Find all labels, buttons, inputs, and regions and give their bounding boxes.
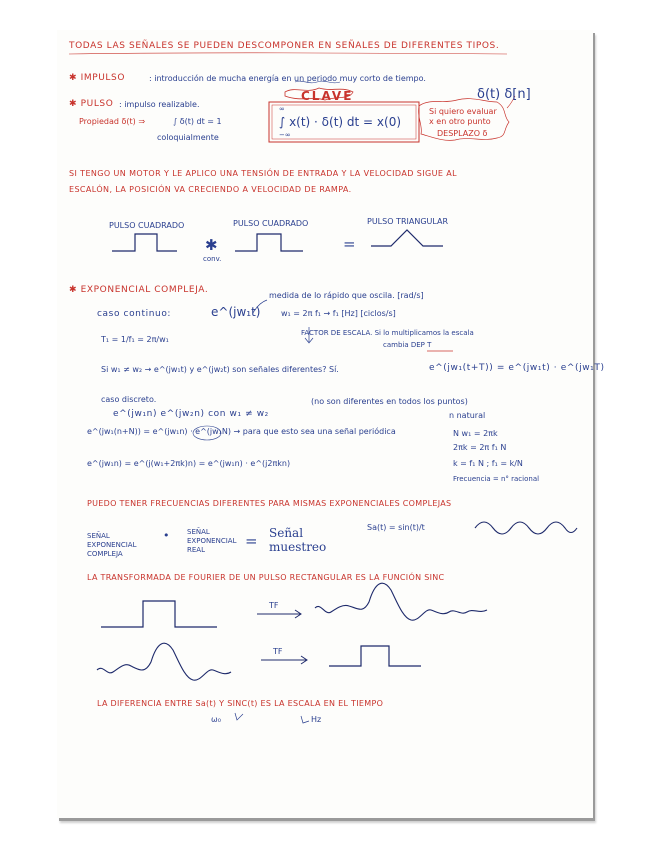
caso-continuo: caso continuo:: [97, 309, 172, 319]
sa-equation: Sa(t) = sin(t)/t: [367, 523, 425, 532]
senal-compleja: SEÑAL EXPONENCIAL COMPLEJA: [87, 532, 137, 559]
propiedad-note: coloquialmente: [157, 133, 219, 142]
conv-label: conv.: [203, 255, 222, 263]
senal-muestreo: Señal muestreo: [269, 526, 327, 555]
motor-line-2: ESCALÓN, LA POSICIÓN VA CRECIENDO A VELOCIDAD DE RAMPA.: [69, 185, 352, 194]
sinc-curve: [315, 583, 487, 620]
w1-equation: w₁ = 2π f₁ → f₁ [Hz] [ciclos/s]: [281, 309, 396, 318]
t1-equation: T₁ = 1/f₁ = 2π/w₁: [101, 335, 169, 344]
clave-lim-bot: −∞: [279, 131, 291, 139]
exponencial-title: ✱ EXPONENCIAL COMPLEJA.: [69, 285, 209, 295]
exp-discretas: e^(jw₁n) e^(jw₂n) con w₁ ≠ w₂: [113, 409, 269, 419]
note-line-3: DESPLAZO δ: [437, 129, 488, 138]
bullet: •: [163, 529, 170, 542]
triangle-pulse: [371, 230, 443, 246]
impulso-desc: : introducción de mucha energía en un periodo muy corto de tiempo.: [149, 74, 426, 83]
pulso-triangular: PULSO TRIANGULAR: [367, 217, 449, 226]
tf-label-2: TF: [273, 647, 283, 656]
equals-2: =: [245, 532, 258, 550]
pulso-label: ✱ PULSO: [69, 99, 114, 109]
title-underline: [69, 53, 507, 54]
square-pulse-2: [235, 234, 303, 251]
exp-2pik: e^(jw₁n) = e^(j(w₁+2πk)n) = e^(jw₁n) · e^(j2πkn): [87, 459, 291, 468]
factor-escala: FACTOR DE ESCALA. Si lo multiplicamos la escala: [301, 329, 474, 337]
caso-discreto: caso discreto.: [101, 395, 157, 404]
medida-note: medida de lo rápido que oscila. [rad/s]: [269, 291, 424, 300]
sinc-curve-2: [97, 643, 231, 680]
propiedad-eq: ∫ δ(t) dt = 1: [173, 117, 222, 126]
senal-real: SEÑAL EXPONENCIAL REAL: [187, 528, 237, 555]
note-line-1: Si quiero evaluar: [429, 107, 497, 116]
square-pulse-1: [112, 234, 177, 251]
tf-arrow-2: [261, 656, 307, 664]
convolution-star: ✱: [205, 236, 218, 254]
clave-equation: ∫ x(t) · δ(t) dt = x(0): [279, 115, 402, 129]
equals-sign: =: [343, 235, 356, 253]
hz-label: Hz: [311, 715, 322, 724]
motor-line-1: SI TENGO UN MOTOR Y LE APLICO UNA TENSIÓN DE ENTRADA Y LA VELOCIDAD SIGUE AL: [69, 169, 457, 178]
frecuencia-racional: Frecuencia = n° racional: [453, 475, 540, 483]
omega-label: ω₀: [211, 715, 221, 724]
kf-eq: k = f₁ N ; f₁ = k/N: [453, 459, 523, 468]
rect-pulse-2: [329, 646, 421, 666]
n-natural: n natural: [449, 411, 486, 420]
line-title: TODAS LAS SEÑALES SE PUEDEN DESCOMPONER EN SEÑALES DE DIFERENTES TIPOS.: [69, 41, 500, 51]
periodicidad: e^(jw₁(t+T)) = e^(jw₁t) · e^(jw₁T): [429, 363, 605, 373]
propiedad-label: Propiedad δ(t) ⇒: [79, 117, 146, 126]
cambia-dep: cambia DEP T: [383, 341, 432, 349]
tf-label-1: TF: [269, 601, 279, 610]
nw1-eq: N w₁ = 2πk: [453, 429, 498, 438]
pulso-desc: : impulso realizable.: [119, 100, 200, 109]
exp-ejw1t: e^(jw₁t): [211, 305, 261, 319]
si-distintas: Si w₁ ≠ w₂ → e^(jw₁t) y e^(jw₂t) son señales diferentes? Sí.: [101, 365, 339, 374]
twopik-eq: 2πk = 2π f₁ N: [453, 443, 507, 452]
rect-pulse: [101, 601, 217, 627]
pulso-cuadrado-1: PULSO CUADRADO: [109, 221, 185, 230]
pulso-cuadrado-2: PULSO CUADRADO: [233, 219, 309, 228]
sine-wave: [475, 522, 577, 534]
tf-arrow-1: [257, 610, 301, 618]
notebook-page: [57, 30, 605, 818]
note-line-2: x en otro punto: [429, 117, 491, 126]
periodo-n: e^(jw₁(n+N)) = e^(jw₁n) · e^(jw₁N) → para que esto sea una señal periódica: [87, 427, 396, 436]
puedo-tener: PUEDO TENER FRECUENCIAS DIFERENTES PARA MISMAS EXPONENCIALES COMPLEJAS: [87, 499, 452, 508]
clave-title: CLAVE: [301, 89, 354, 103]
tf-title: LA TRANSFORMADA DE FOURIER DE UN PULSO RECTANGULAR ES LA FUNCIÓN SINC: [87, 573, 445, 582]
diferencia-line: LA DIFERENCIA ENTRE Sa(t) Y SINC(t) ES LA ESCALA EN EL TIEMPO: [97, 699, 384, 708]
no-diferentes: (no son diferentes en todos los puntos): [311, 397, 468, 406]
clave-lim-top: ∞: [279, 105, 285, 113]
delta-symbols: δ(t) δ[n]: [477, 87, 531, 102]
impulso-label: ✱ IMPULSO: [69, 73, 126, 83]
